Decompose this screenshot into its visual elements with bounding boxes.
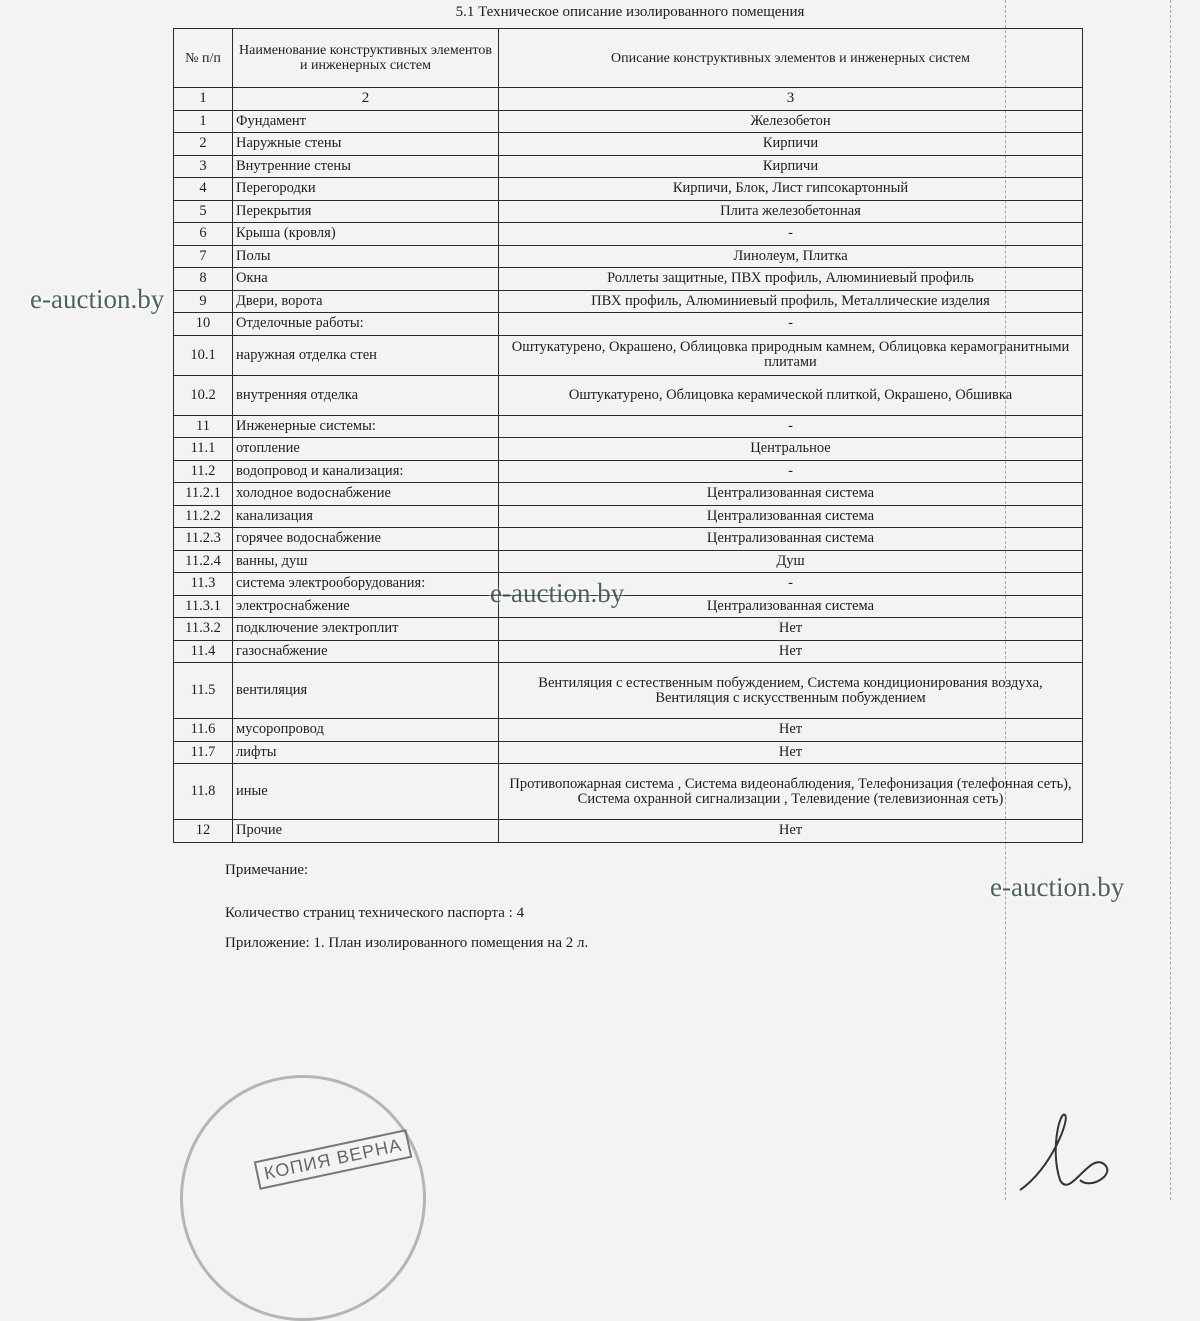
scan-artifact-line <box>1170 0 1171 1200</box>
row-description: Центральное <box>499 438 1083 461</box>
row-number: 8 <box>174 268 233 291</box>
table-row <box>174 741 1083 764</box>
notes-label: Примечание: <box>225 862 309 878</box>
row-number: 11.5 <box>174 663 233 719</box>
row-number: 11.8 <box>174 764 233 820</box>
watermark: e-auction.by <box>30 284 165 314</box>
row-element-name: Крыша (кровля) <box>233 223 499 246</box>
official-seal <box>180 1075 426 1321</box>
row-number: 11.2.1 <box>174 483 233 506</box>
row-description: Оштукатурено, Окрашено, Облицовка природным камнем, Облицовка керамогранитными плитами <box>499 335 1083 375</box>
row-description: Вентиляция с естественным побуждением, Система кондиционирования воздуха, Вентиляция с искусственным побуждением <box>499 663 1083 719</box>
row-number: 2 <box>174 133 233 156</box>
row-element-name: подключение электроплит <box>233 618 499 641</box>
row-description: - <box>499 460 1083 483</box>
table-row <box>174 200 1083 223</box>
row-description: Централизованная система <box>499 595 1083 618</box>
table-row <box>174 663 1083 719</box>
row-description: - <box>499 415 1083 438</box>
table-row <box>174 595 1083 618</box>
watermark: e-auction.by <box>990 872 1125 902</box>
row-description: - <box>499 573 1083 596</box>
row-number: 11.7 <box>174 741 233 764</box>
table-row <box>174 245 1083 268</box>
column-number-row <box>174 88 1083 111</box>
row-element-name: Перекрытия <box>233 200 499 223</box>
row-number: 11.3 <box>174 573 233 596</box>
row-number: 12 <box>174 820 233 843</box>
row-number: 10.1 <box>174 335 233 375</box>
row-description: Нет <box>499 820 1083 843</box>
table-row <box>174 618 1083 641</box>
row-number: 6 <box>174 223 233 246</box>
table-row <box>174 460 1083 483</box>
row-element-name: мусоропровод <box>233 719 499 742</box>
table-row <box>174 178 1083 201</box>
table-row <box>174 764 1083 820</box>
row-description: Централизованная система <box>499 528 1083 551</box>
row-description: - <box>499 223 1083 246</box>
row-element-name: Внутренние стены <box>233 155 499 178</box>
row-number: 11 <box>174 415 233 438</box>
row-element-name: Окна <box>233 268 499 291</box>
table-row <box>174 573 1083 596</box>
signature <box>1010 1110 1130 1200</box>
row-element-name: Фундамент <box>233 110 499 133</box>
row-element-name: Прочие <box>233 820 499 843</box>
table-row <box>174 335 1083 375</box>
header-number: № п/п <box>174 29 233 88</box>
row-description: Линолеум, Плитка <box>499 245 1083 268</box>
table-row <box>174 528 1083 551</box>
row-number: 10 <box>174 313 233 336</box>
row-number: 10.2 <box>174 375 233 415</box>
row-description: Кирпичи <box>499 133 1083 156</box>
table-row <box>174 375 1083 415</box>
row-description: Противопожарная система , Система видеонаблюдения, Телефонизация (телефонная сеть), Система охранной сигнализации , Телевидение (телевизионная сеть) <box>499 764 1083 820</box>
row-number: 1 <box>174 110 233 133</box>
row-number: 11.2.4 <box>174 550 233 573</box>
row-number: 7 <box>174 245 233 268</box>
row-element-name: Наружные стены <box>233 133 499 156</box>
row-element-name: лифты <box>233 741 499 764</box>
notes-appendix: Приложение: 1. План изолированного помещения на 2 л. <box>225 935 589 951</box>
row-element-name: система электрооборудования: <box>233 573 499 596</box>
row-description: - <box>499 313 1083 336</box>
row-description: Нет <box>499 640 1083 663</box>
notes-pages: Количество страниц технического паспорта : 4 <box>225 905 525 921</box>
header-description: Описание конструктивных элементов и инженерных систем <box>499 29 1083 88</box>
table-header-row <box>174 29 1083 88</box>
row-number: 11.3.2 <box>174 618 233 641</box>
row-description: Кирпичи, Блок, Лист гипсокартонный <box>499 178 1083 201</box>
row-element-name: отопление <box>233 438 499 461</box>
row-element-name: Двери, ворота <box>233 290 499 313</box>
row-number: 11.2 <box>174 460 233 483</box>
row-description: Нет <box>499 741 1083 764</box>
row-element-name: вентиляция <box>233 663 499 719</box>
column-number: 1 <box>174 88 233 111</box>
table-row <box>174 110 1083 133</box>
row-description: Железобетон <box>499 110 1083 133</box>
table-row <box>174 313 1083 336</box>
table-row <box>174 415 1083 438</box>
row-description: Нет <box>499 618 1083 641</box>
row-element-name: водопровод и канализация: <box>233 460 499 483</box>
row-element-name: Перегородки <box>233 178 499 201</box>
row-description: Нет <box>499 719 1083 742</box>
row-description: Кирпичи <box>499 155 1083 178</box>
table-row <box>174 290 1083 313</box>
technical-description-table <box>173 28 1083 843</box>
row-element-name: внутренняя отделка <box>233 375 499 415</box>
row-element-name: Отделочные работы: <box>233 313 499 336</box>
watermark: e-auction.by <box>490 578 625 608</box>
row-number: 11.4 <box>174 640 233 663</box>
row-number: 11.1 <box>174 438 233 461</box>
row-number: 11.2.3 <box>174 528 233 551</box>
row-description: Роллеты защитные, ПВХ профиль, Алюминиевый профиль <box>499 268 1083 291</box>
row-element-name: горячее водоснабжение <box>233 528 499 551</box>
table-row <box>174 223 1083 246</box>
table-row <box>174 133 1083 156</box>
table-row <box>174 550 1083 573</box>
row-number: 5 <box>174 200 233 223</box>
row-number: 3 <box>174 155 233 178</box>
row-element-name: Инженерные системы: <box>233 415 499 438</box>
table-row <box>174 820 1083 843</box>
table-row <box>174 483 1083 506</box>
row-description: Плита железобетонная <box>499 200 1083 223</box>
row-description: Централизованная система <box>499 505 1083 528</box>
table-row <box>174 155 1083 178</box>
table-row <box>174 640 1083 663</box>
column-number: 2 <box>233 88 499 111</box>
row-number: 11.6 <box>174 719 233 742</box>
header-name: Наименование конструктивных элементов и инженерных систем <box>233 29 499 88</box>
column-number: 3 <box>499 88 1083 111</box>
row-number: 11.2.2 <box>174 505 233 528</box>
row-element-name: Полы <box>233 245 499 268</box>
row-description: ПВХ профиль, Алюминиевый профиль, Металлические изделия <box>499 290 1083 313</box>
row-element-name: наружная отделка стен <box>233 335 499 375</box>
table-row <box>174 505 1083 528</box>
document-title: 5.1 Техническое описание изолированного помещения <box>455 4 805 20</box>
row-element-name: холодное водоснабжение <box>233 483 499 506</box>
row-element-name: канализация <box>233 505 499 528</box>
row-description: Душ <box>499 550 1083 573</box>
row-number: 4 <box>174 178 233 201</box>
row-description: Централизованная система <box>499 483 1083 506</box>
row-number: 11.3.1 <box>174 595 233 618</box>
table-row <box>174 719 1083 742</box>
table-row <box>174 438 1083 461</box>
row-description: Оштукатурено, Облицовка керамической плиткой, Окрашено, Обшивка <box>499 375 1083 415</box>
row-element-name: газоснабжение <box>233 640 499 663</box>
row-element-name: ванны, душ <box>233 550 499 573</box>
row-element-name: электроснабжение <box>233 595 499 618</box>
row-number: 9 <box>174 290 233 313</box>
table-row <box>174 268 1083 291</box>
row-element-name: иные <box>233 764 499 820</box>
copy-certified-stamp: КОПИЯ ВЕРНА <box>254 1129 413 1190</box>
